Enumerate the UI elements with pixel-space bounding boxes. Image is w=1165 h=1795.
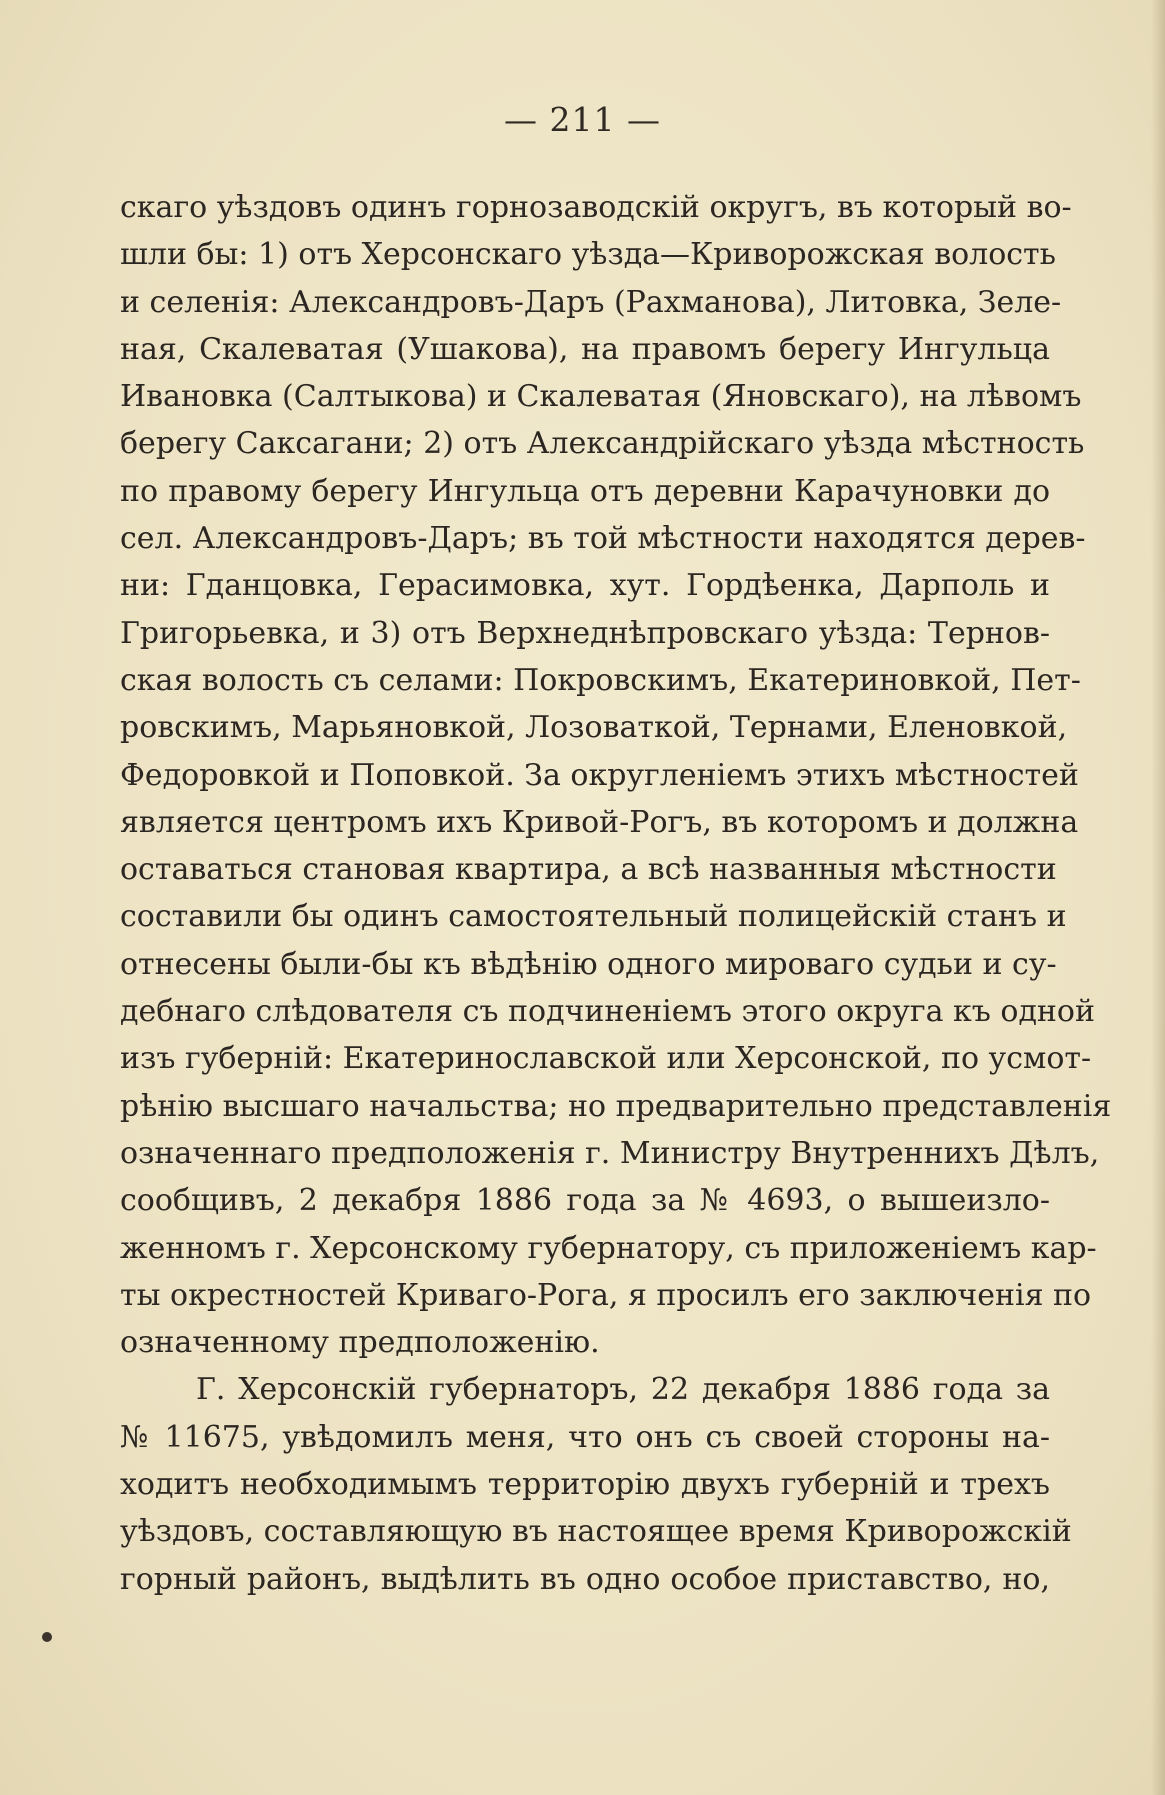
text-line: ная, Скалеватая (Ушакова), на правомъ берегу Ингульца — [120, 331, 1050, 367]
text-line: ровскимъ, Марьяновкой, Лозоваткой, Тернами, Еленовкой, — [120, 710, 1068, 746]
text-line: берегу Саксагани; 2) отъ Александрійскаго уѣзда мѣстность — [120, 426, 1085, 462]
page-number: — 211 — — [504, 100, 661, 139]
page-edge-shadow — [1151, 0, 1165, 1795]
text-line: ни: Гданцовка, Герасимовка, хут. Гордѣенка, Дарполь и — [120, 568, 1050, 604]
text-line: означеннаго предположенія г. Министру Внутреннихъ Дѣлъ, — [120, 1135, 1100, 1171]
ink-dot-mark — [42, 1632, 52, 1642]
text-line: сообщивъ, 2 декабря 1886 года за № 4693, о вышеизло- — [120, 1183, 1050, 1219]
body-text — [120, 184, 1112, 1603]
text-line: рѣнію высшаго начальства; но предварительно представленія — [120, 1088, 1112, 1124]
text-line: и селенія: Александровъ-Даръ (Рахманова), Литовка, Зеле- — [120, 284, 1062, 320]
text-line: изъ губерній: Екатеринославской или Херсонской, по усмот- — [120, 1041, 1092, 1077]
text-line: сел. Александровъ-Даръ; въ той мѣстности находятся дерев- — [120, 521, 1086, 557]
text-line: женномъ г. Херсонскому губернатору, съ приложеніемъ кар- — [120, 1230, 1097, 1266]
paragraph-end-line: означенному предположенію. — [120, 1325, 600, 1361]
text-line: составили бы одинъ самостоятельный полицейскій станъ и — [120, 899, 1067, 935]
text-line: Ивановка (Салтыкова) и Скалеватая (Яновскаго), на лѣвомъ — [120, 379, 1082, 415]
text-line: по правому берегу Ингульца отъ деревни Карачуновки до — [120, 473, 1050, 509]
text-line: Федоровкой и Поповкой. За округленіемъ этихъ мѣстностей — [120, 757, 1079, 793]
text-line: ходитъ необходимымъ территорію двухъ губерній и трехъ — [120, 1467, 1050, 1503]
text-line: ская волость съ селами: Покровскимъ, Екатериновкой, Пет- — [120, 662, 1081, 698]
paragraph-start-line: Г. Херсонскій губернаторъ, 22 декабря 1886 года за — [196, 1372, 1050, 1408]
text-line: оставаться становая квартира, а всѣ названныя мѣстности — [120, 852, 1057, 888]
text-line: шли бы: 1) отъ Херсонскаго уѣзда—Криворожская волость — [120, 237, 1056, 273]
text-line: горный районъ, выдѣлить въ одно особое приставство, но, — [120, 1561, 1050, 1597]
text-line: отнесены были-бы къ вѣдѣнію одного мироваго судьи и су- — [120, 946, 1057, 982]
text-line: № 11675, увѣдомилъ меня, что онъ съ своей стороны на- — [120, 1419, 1050, 1455]
text-line: скаго уѣздовъ одинъ горнозаводскій округъ, въ который во- — [120, 190, 1072, 225]
text-line: дебнаго слѣдователя съ подчиненіемъ этого округа къ одной — [120, 994, 1095, 1030]
text-line: Григорьевка, и 3) отъ Верхнеднѣпровскаго уѣзда: Тернов- — [120, 615, 1050, 651]
text-line: ты окрестностей Криваго-Рога, я просилъ его заключенія по — [120, 1277, 1092, 1313]
text-line: является центромъ ихъ Кривой-Рогъ, въ которомъ и должна — [120, 804, 1079, 840]
text-line: уѣздовъ, составляющую въ настоящее время Криворожскій — [120, 1514, 1072, 1550]
